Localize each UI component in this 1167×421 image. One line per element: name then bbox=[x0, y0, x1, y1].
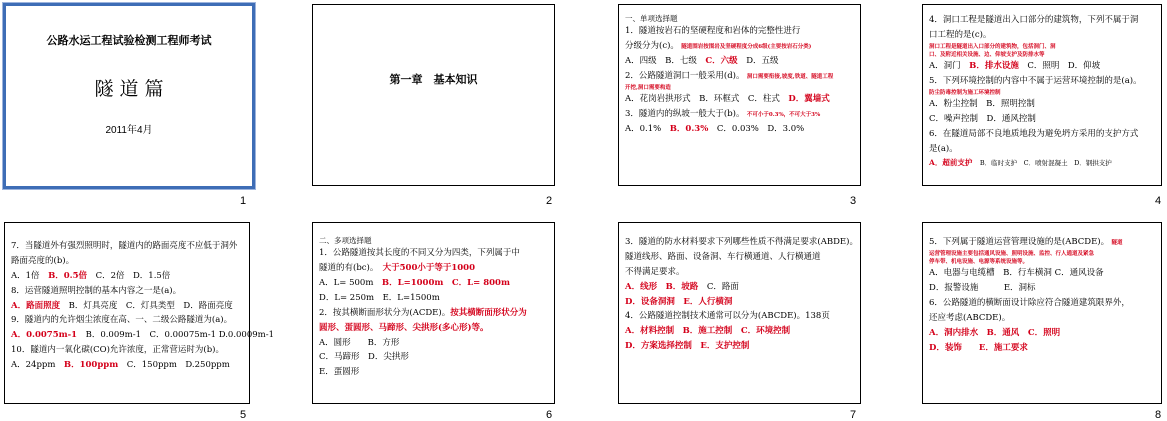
options-row bbox=[625, 324, 854, 339]
slide-thumbnail-5[interactable] bbox=[4, 222, 274, 404]
options-row bbox=[929, 326, 1155, 341]
option: A．0.1% bbox=[625, 123, 662, 134]
option: B．灯具亮度 C．灯具类型 D．路面亮度 bbox=[68, 300, 233, 311]
question-text: 路面亮度的(b)。 bbox=[11, 255, 75, 266]
section-heading: 二、多项选择题 bbox=[319, 236, 372, 245]
options-row bbox=[11, 358, 243, 373]
options-row bbox=[11, 269, 243, 284]
slide-title: 公路水运工程试验检测工程师考试 bbox=[46, 34, 212, 47]
slide-thumbnail-7[interactable] bbox=[618, 222, 861, 404]
question-text: 是(a)。 bbox=[929, 143, 958, 154]
answer-note: 防尘防毒控制为施工环境控制 bbox=[929, 90, 1001, 96]
options-row bbox=[929, 341, 1155, 356]
question-text: 分级分为(c)。 bbox=[625, 41, 679, 52]
slide-number: 8 bbox=[1155, 409, 1162, 421]
options-row: D．报警设施 E．洞标 bbox=[929, 283, 1036, 294]
correct-option: C．六级 bbox=[705, 56, 738, 66]
options-row bbox=[929, 157, 1155, 169]
slide-date: 2011年4月 bbox=[105, 125, 153, 136]
option: A．24ppm bbox=[11, 360, 56, 370]
question-text: 10．隧道内一氧化碳(CO)允许浓度，正常营运时为(b)。 bbox=[11, 345, 224, 356]
question-text: 3．隧道的防水材料要求下列哪些性质不得满足要求(ABDE)。 bbox=[625, 237, 858, 247]
slide-number: 4 bbox=[1155, 195, 1162, 207]
option: C．路面 bbox=[706, 281, 739, 292]
question-text: 2．公路隧道洞口一般采用(d)。 bbox=[625, 70, 745, 81]
correct-option: B．通风 bbox=[986, 327, 1020, 338]
correct-option: E．施工要求 bbox=[978, 342, 1028, 353]
option: D．L= 250m bbox=[319, 292, 375, 303]
question-text: 口工程的是(c)。 bbox=[929, 29, 992, 40]
slide-number: 6 bbox=[546, 409, 553, 421]
question-text bbox=[625, 107, 854, 122]
options-row bbox=[319, 291, 548, 306]
slide-number: 1 bbox=[240, 195, 247, 207]
slide-thumbnail-8[interactable] bbox=[922, 222, 1162, 404]
options-row bbox=[11, 328, 274, 343]
question-text: 8．运营隧道照明控制的基本内容之一是(a)。 bbox=[11, 285, 182, 296]
question-text: 不得满足要求。 bbox=[625, 266, 685, 277]
question-text: 7．当隧道外有强烈照明时，隧道内的路面亮度不应低于洞外 bbox=[11, 241, 238, 251]
answer-note: 隧道围岩按围岩及坚硬程度分成6级(主要按岩石分类) bbox=[681, 44, 812, 51]
question-text: 6．公路隧道的横断面设计除应符合隧道建筑限界外， bbox=[929, 298, 1130, 309]
options-row: A．圆形 B．方形 bbox=[319, 337, 400, 348]
option: C．0.03% D．3.0% bbox=[716, 123, 805, 134]
correct-option: D．方案选择控制 bbox=[625, 341, 692, 352]
option: D．五级 bbox=[746, 56, 779, 66]
correct-option: A．路面照度 bbox=[11, 300, 61, 311]
correct-option: B．0.5倍 bbox=[48, 270, 88, 281]
section-heading: 一、单项选择题 bbox=[625, 14, 678, 23]
question-text: 6．在隧道局部不良地质地段为避免坍方采用的支护方式 bbox=[929, 129, 1139, 139]
options-row bbox=[625, 92, 854, 107]
answer-note: 按其横断面形状分为 bbox=[450, 307, 527, 318]
option: B．临时支护 C．喷射混凝土 D．钢拱支护 bbox=[979, 158, 1112, 167]
options-row bbox=[625, 122, 854, 137]
question-text bbox=[319, 306, 548, 321]
correct-option: A．0.0075m-1 bbox=[11, 330, 78, 341]
options-row: A．粉尘控制 B．照明控制 bbox=[929, 99, 1035, 110]
question-text bbox=[929, 235, 1155, 250]
answer-note: 停车带、机电设施、电源等系统设施等。 bbox=[929, 259, 1029, 266]
correct-option: B．100ppm bbox=[63, 360, 119, 370]
slide-number: 2 bbox=[546, 195, 553, 207]
question-text: 2．按其横断面形状分为(ACDE)。 bbox=[319, 307, 451, 318]
options-row bbox=[11, 299, 243, 314]
correct-option: B．排水设施 bbox=[969, 61, 1019, 72]
correct-option: C．照明 bbox=[1027, 327, 1061, 338]
correct-option: B．0.3% bbox=[669, 123, 709, 134]
correct-option: B．L=1000m bbox=[381, 278, 444, 288]
question-text: 3．隧道内的纵坡一般大于(b)。 bbox=[625, 108, 745, 119]
question-text: 5．下列环境控制的内容中不属于运营环境控制的是(a)。 bbox=[929, 76, 1142, 87]
answer-note: 大于500小于等于1000 bbox=[382, 263, 476, 274]
question-text: 4．公路隧道控制技术通常可以分为(ABCDE)。138页 bbox=[625, 311, 830, 322]
option: C．150ppm D.250ppm bbox=[126, 360, 230, 370]
question-text bbox=[625, 39, 854, 54]
slide-number: 5 bbox=[240, 409, 247, 421]
question-text bbox=[625, 69, 854, 84]
question-text: 5．下列属于隧道运营管理设施的是(ABCDE)。 bbox=[929, 237, 1110, 247]
question-text bbox=[319, 261, 548, 276]
correct-option: B．坡路 bbox=[665, 281, 699, 292]
options-row: E．蛋圆形 bbox=[319, 367, 360, 378]
answer-note: 运营管理设施主要包括通风设施、照明设施、监控、行人通道及紧急 bbox=[929, 250, 1095, 257]
correct-option: A．材料控制 bbox=[625, 326, 675, 337]
options-row bbox=[625, 295, 854, 310]
correct-option: A．洞内排水 bbox=[929, 327, 979, 338]
correct-option: B．施工控制 bbox=[682, 326, 733, 337]
slide-thumbnail-4[interactable] bbox=[922, 4, 1162, 186]
answer-note: 洞口需要衔接,坡度,铁道、隧道工程 bbox=[746, 73, 834, 80]
slide-number: 7 bbox=[850, 409, 857, 421]
answer-note: 圆形、蛋圆形、马蹄形、尖拱形(多心形)等。 bbox=[319, 322, 489, 333]
correct-option: C．L= 800m bbox=[451, 278, 510, 288]
option: C．2倍 D．1.5倍 bbox=[95, 270, 171, 281]
correct-option: D．翼墙式 bbox=[788, 94, 830, 104]
question-text: 隧道线形、路面、设备洞、车行横通道、人行横通道 bbox=[625, 251, 821, 262]
chapter-title: 第一章 基本知识 bbox=[389, 73, 478, 86]
slide-subtitle: 隧 道 篇 bbox=[94, 78, 164, 100]
slide-thumbnail-6[interactable] bbox=[312, 222, 555, 404]
options-row: A．电器与电缆槽 B．行车横洞 C．通风设备 bbox=[929, 268, 1104, 279]
question-text: 隧道的有(bc)。 bbox=[319, 263, 375, 274]
options-row bbox=[625, 54, 854, 69]
options-row bbox=[625, 280, 854, 295]
options-row bbox=[319, 276, 548, 291]
correct-option: E．人行横洞 bbox=[683, 296, 733, 307]
option: A．L= 500m bbox=[319, 278, 374, 288]
answer-note: 开挖,洞口需要构造 bbox=[625, 84, 671, 91]
options-row: C．噪声控制 D．通风控制 bbox=[929, 114, 1036, 125]
answer-note: 洞口工程是隧道出入口部分的建筑物，包括洞门、洞 bbox=[929, 43, 1056, 50]
correct-option: D．装饰 bbox=[929, 342, 962, 353]
options-row bbox=[929, 59, 1155, 74]
question-text: 1．公路隧道按其长度的不同又分为四类，下列属于中 bbox=[319, 248, 520, 259]
correct-option: A．超前支护 bbox=[929, 157, 973, 167]
option: E．L=1500m bbox=[382, 292, 440, 303]
answer-note: 不可小于0.3%，不可大于3% bbox=[746, 111, 821, 118]
slide-thumbnail-2[interactable] bbox=[312, 4, 555, 186]
options-row: C．马蹄形 D．尖拱形 bbox=[319, 352, 409, 363]
correct-option: E．支护控制 bbox=[700, 341, 750, 352]
option: A．1倍 bbox=[11, 270, 40, 281]
answer-note: 隧道 bbox=[1111, 240, 1123, 246]
slide-thumbnail-1[interactable] bbox=[3, 3, 255, 189]
question-text: 4．洞口工程是隧道出入口部分的建筑物，下列不属于洞 bbox=[929, 15, 1139, 25]
options-row bbox=[625, 339, 854, 354]
option: A．洞门 bbox=[929, 61, 961, 72]
option: C．照明 D．仰坡 bbox=[1027, 61, 1101, 72]
option: A．四级 B．七级 bbox=[625, 56, 697, 66]
option: B．0.009m-1 C．0.00075m-1 D.0.0009m-1 bbox=[85, 330, 274, 341]
slide-number: 3 bbox=[850, 195, 857, 207]
correct-option: D．设备洞洞 bbox=[625, 296, 675, 307]
slide-thumbnail-3[interactable] bbox=[618, 4, 861, 186]
question-text: 9．隧道内的允许烟尘浓度在高、一、二级公路隧道为(a)。 bbox=[11, 315, 233, 326]
correct-option: C．环境控制 bbox=[740, 326, 791, 337]
question-text: 还应考虑(ABCDE)。 bbox=[929, 313, 1011, 323]
option: A．花岗岩拱形式 B．环框式 C．柱式 bbox=[625, 94, 780, 104]
correct-option: A．线形 bbox=[625, 281, 658, 292]
answer-note: 口、及附近相关设施、边、仰坡支护及防排水等 bbox=[929, 52, 1045, 58]
question-text: 1．隧道按岩石的坚硬程度和岩体的完整性进行 bbox=[625, 26, 801, 37]
